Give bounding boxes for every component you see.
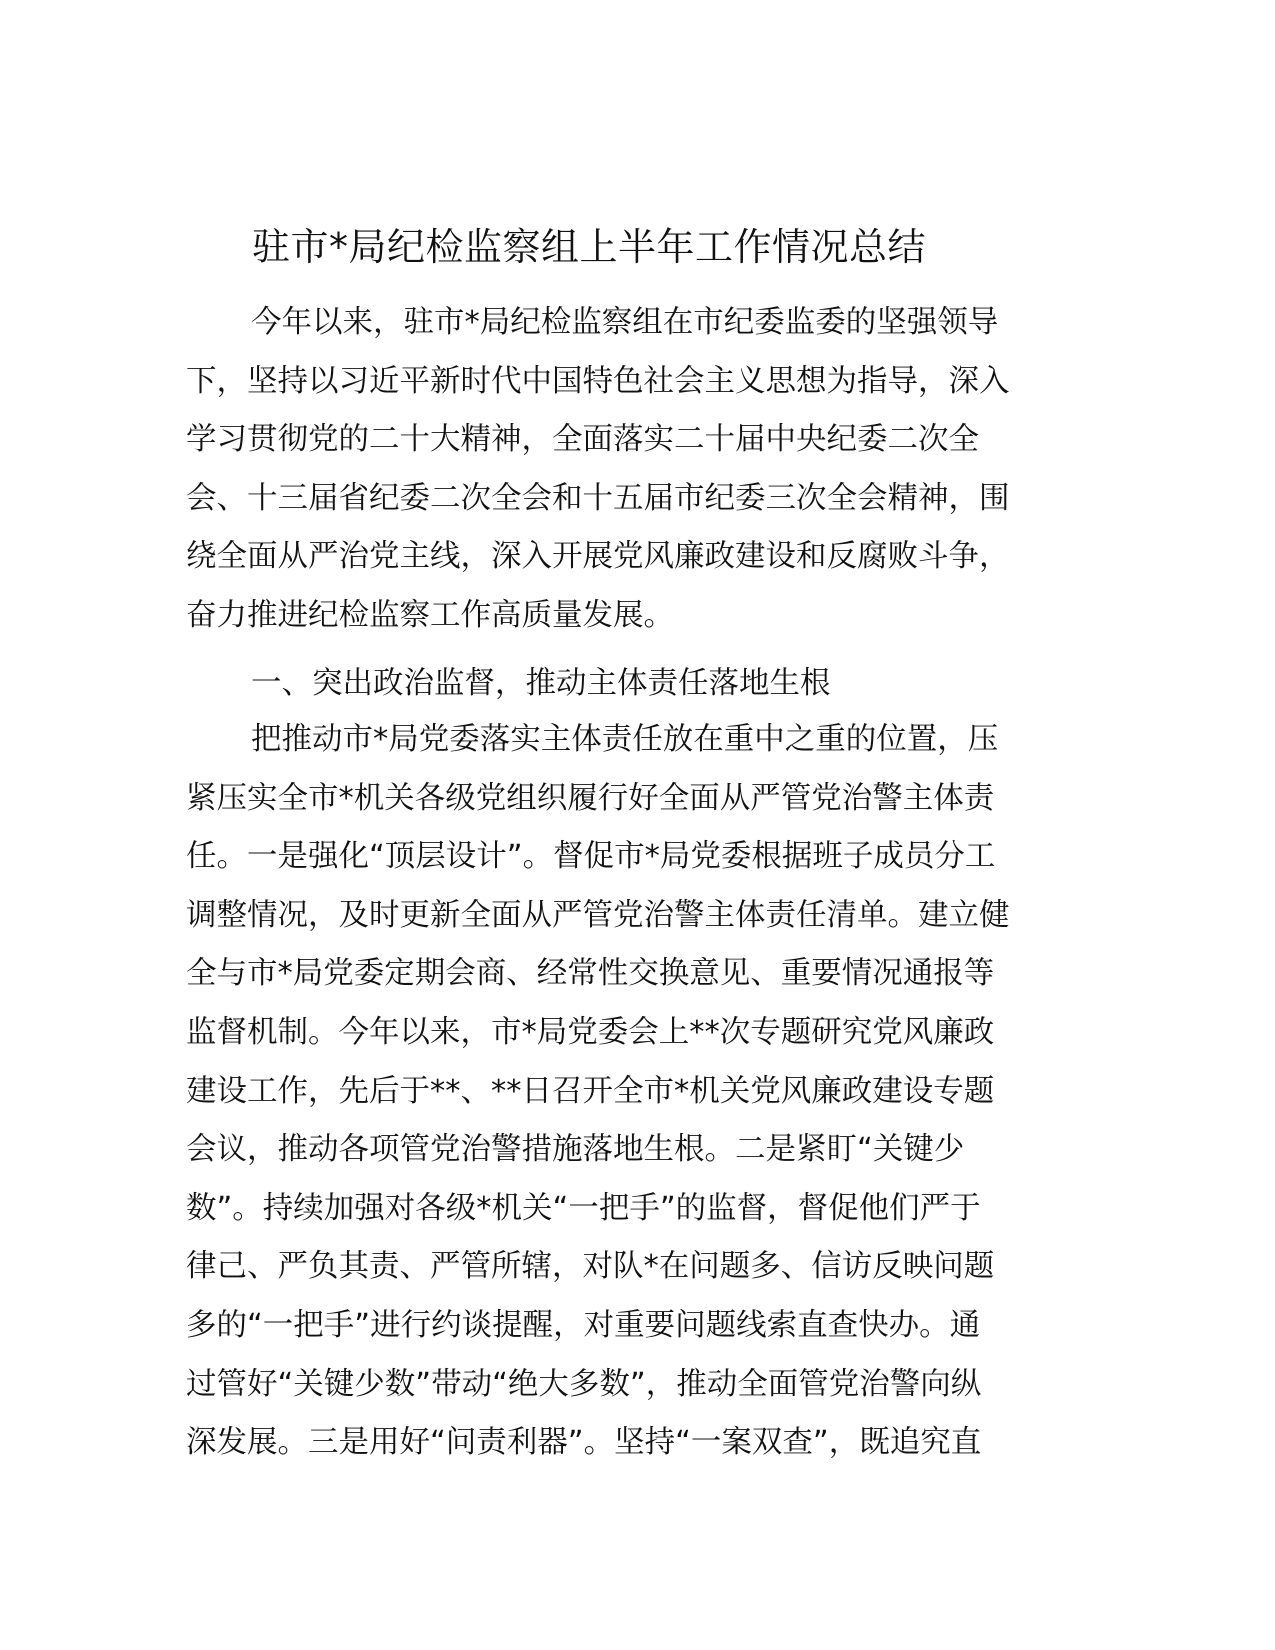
paragraph-line: 律己、严负其责、严管所辖，对队*在问题多、信访反映问题 <box>186 1249 995 1285</box>
paragraph-line: 下，坚持以习近平新时代中国特色社会主义思想为指导，深入 <box>186 363 1010 399</box>
paragraph-line: 奋力推进纪检监察工作高质量发展。 <box>186 597 674 633</box>
paragraph-line: 绕全面从严治党主线，深入开展党风廉政建设和反腐败斗争， <box>186 539 1010 575</box>
paragraph-line: 深发展。三是用好“问责利器”。坚持“一案双查”，既追究直 <box>186 1425 982 1461</box>
document-title: 驻市*局纪检监察组上半年工作情况总结 <box>252 225 927 269</box>
paragraph-line: 建设工作，先后于**、**日召开全市*机关党风廉政建设专题 <box>186 1073 995 1109</box>
paragraph-line: 把推动市*局党委落实主体责任放在重中之重的位置，压 <box>251 722 999 757</box>
paragraph-line: 监督机制。今年以来，市*局党委会上**次专题研究党风廉政 <box>186 1014 995 1050</box>
section-heading <box>186 655 831 714</box>
paragraph-line: 调整情况，及时更新全面从严管党治警主体责任清单。建立健 <box>186 897 1010 933</box>
section-paragraph <box>186 711 1010 1473</box>
paragraph-line: 多的“一把手”进行约谈提醒，对重要问题线索直查快办。通 <box>186 1307 981 1343</box>
paragraph-line: 今年以来，驻市*局纪检监察组在市纪委监委的坚强领导 <box>251 305 999 340</box>
paragraph-line: 全与市*局党委定期会商、经常性交换意见、重要情况通报等 <box>186 956 995 992</box>
intro-paragraph <box>186 294 1010 646</box>
paragraph-line: 数”。持续加强对各级*机关“一把手”的监督，督促他们严于 <box>186 1190 981 1226</box>
paragraph-line: 过管好“关键少数”带动“绝大多数”，推动全面管党治警向纵 <box>186 1366 982 1402</box>
paragraph-line: 学习贯彻党的二十大精神，全面落实二十届中央纪委二次全 <box>186 422 979 458</box>
paragraph-line: 任。一是强化“顶层设计”。督促市*局党委根据班子成员分工 <box>186 839 996 875</box>
paragraph-line: 紧压实全市*机关各级党组织履行好全面从严管党治警主体责 <box>186 780 995 816</box>
section-heading-text: 一、突出政治监督，推动主体责任落地生根 <box>251 666 831 701</box>
paragraph-line: 会、十三届省纪委二次全会和十五届市纪委三次全会精神，围 <box>186 480 1010 516</box>
paragraph-line: 会议，推动各项管党治警措施落地生根。二是紧盯“关键少 <box>186 1132 965 1168</box>
